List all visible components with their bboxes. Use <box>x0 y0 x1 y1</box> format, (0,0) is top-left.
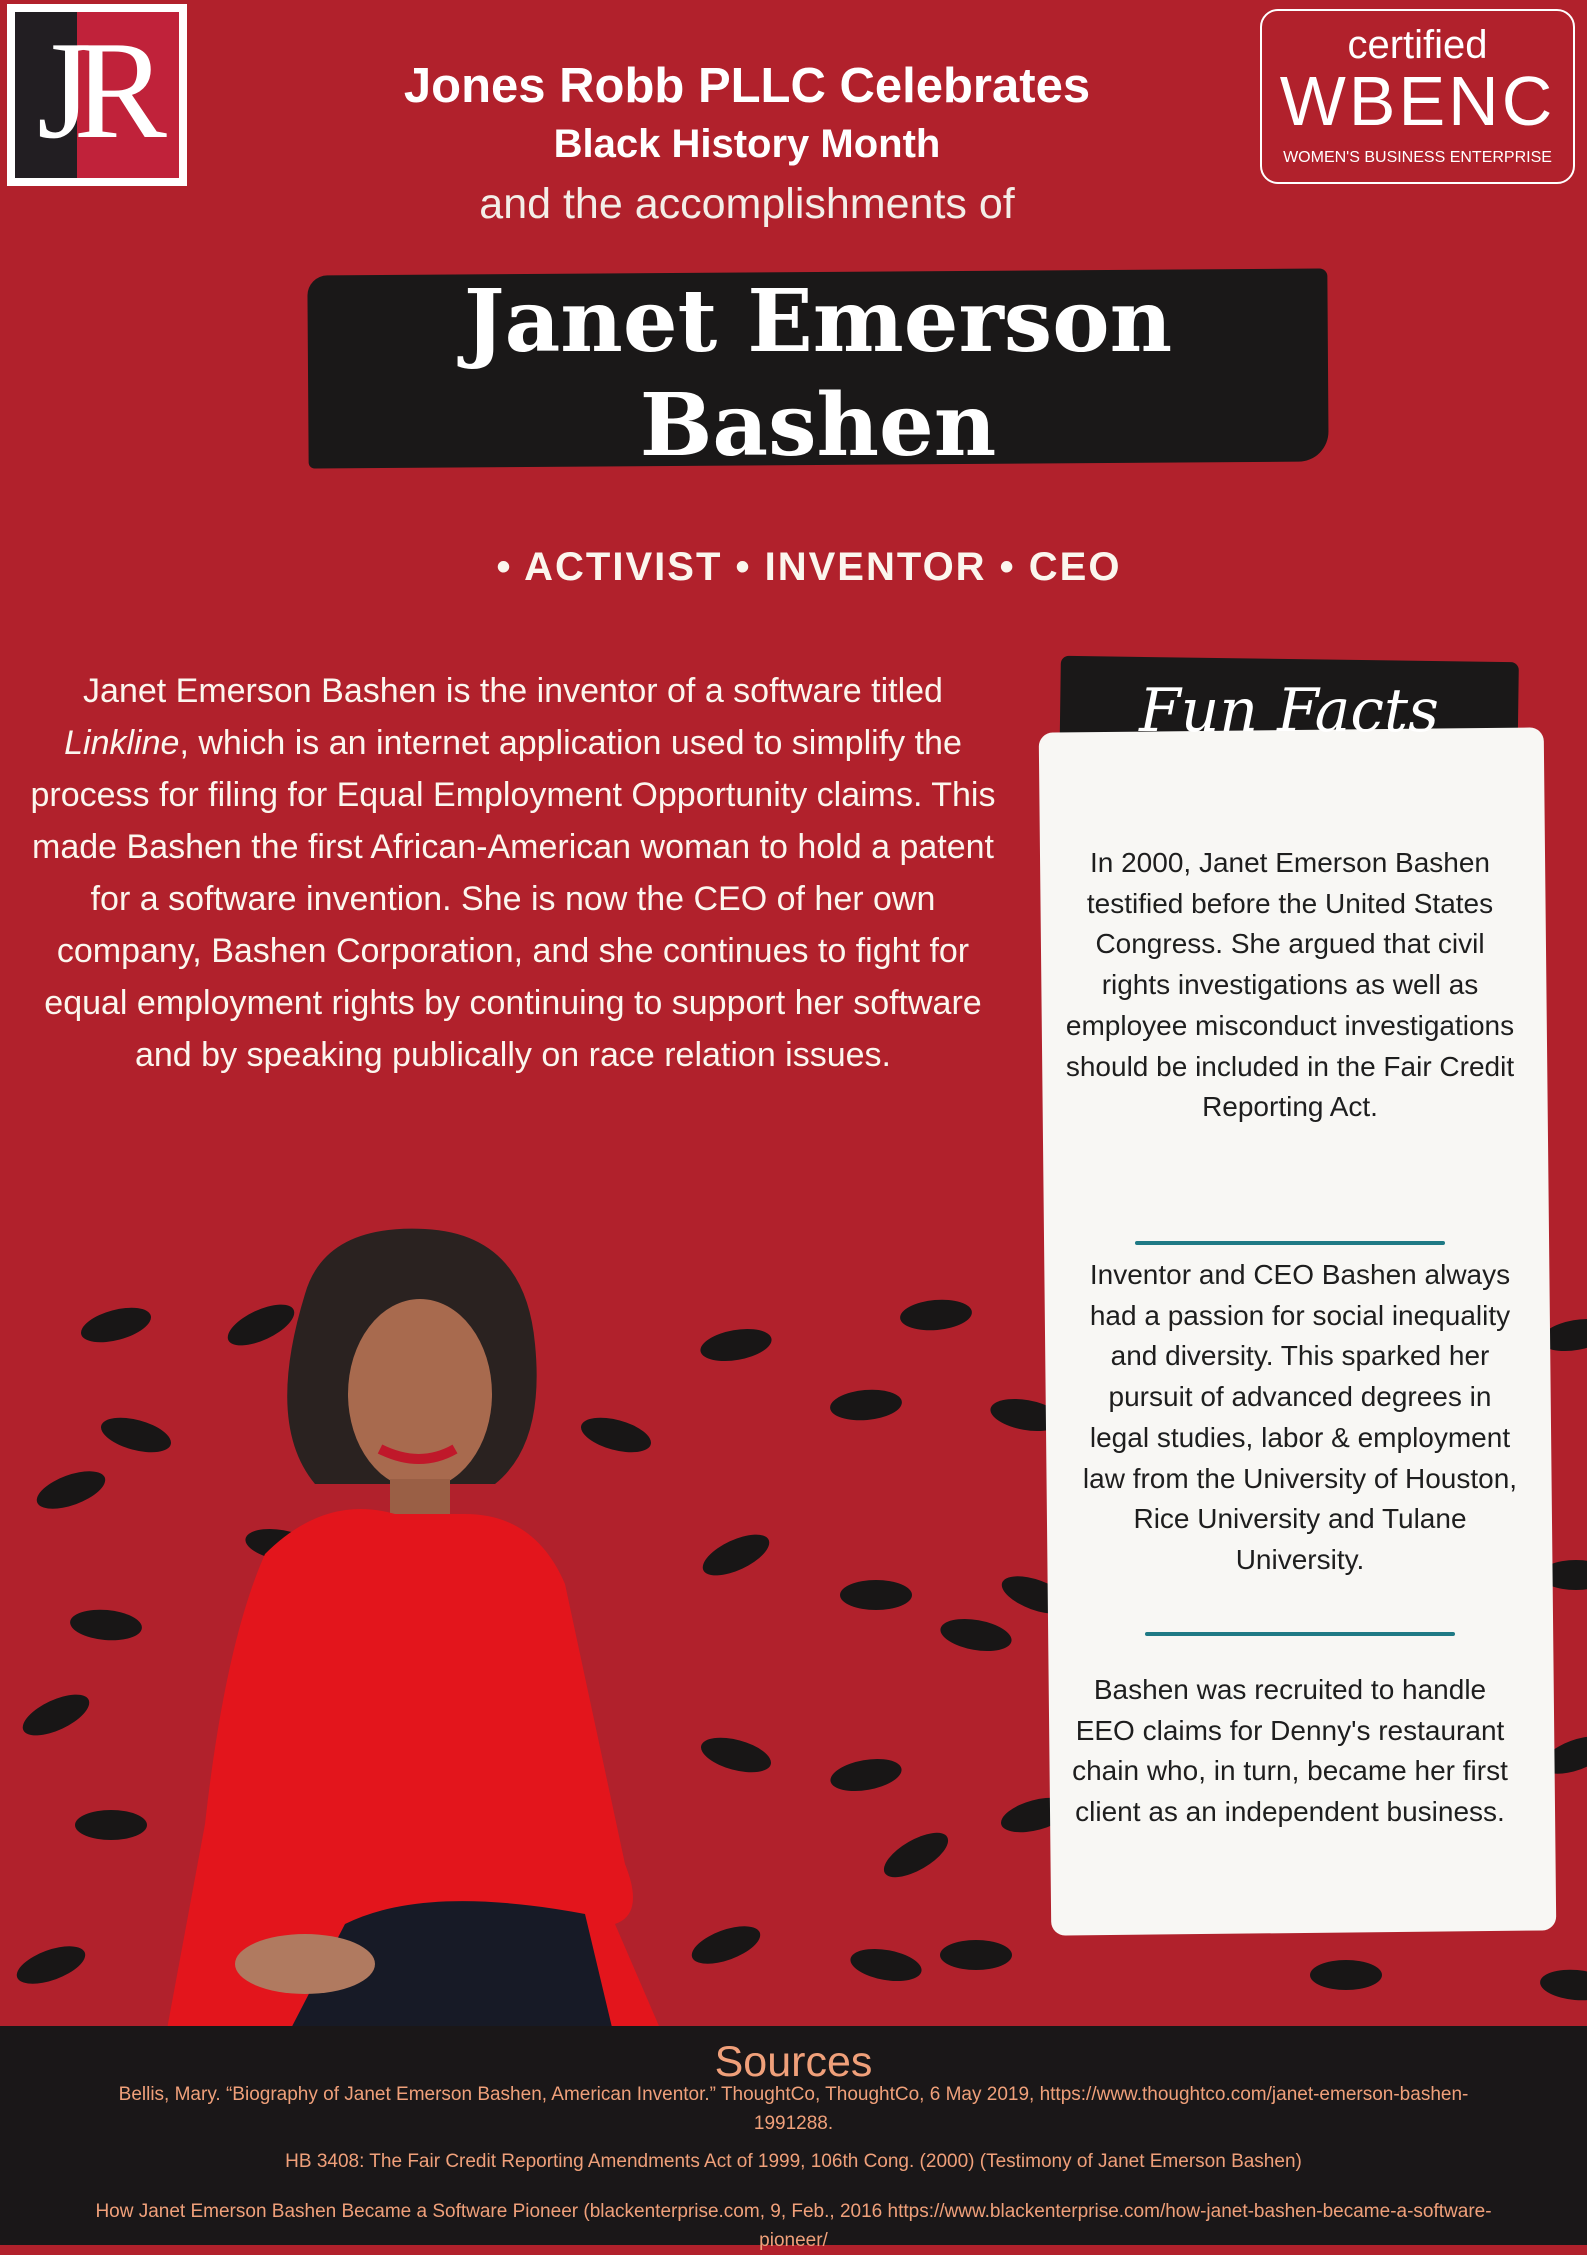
name-line-2: Bashen <box>639 375 997 476</box>
source-1: Bellis, Mary. “Biography of Janet Emerson Bashen, American Inventor.” ThoughtCo, ThoughtCo, 6 May 2019, https://www.thoughtco.com/janet-emerson-bashen-1991288. <box>118 2084 1469 2134</box>
decorative-dash <box>829 1387 903 1423</box>
decorative-dash <box>17 1686 95 1744</box>
source-3: How Janet Emerson Bashen Became a Software Pioneer (blackenterprise.com, 9, Feb., 2016 https://www.blackenterprise.com/how-janet-bashen-became-a-software-pioneer/ <box>95 2201 1492 2251</box>
decorative-dash <box>97 1411 174 1459</box>
header-line-3: and the accomplishments of <box>479 180 1015 228</box>
decorative-dash <box>69 1607 143 1643</box>
decorative-dash <box>828 1754 904 1796</box>
bio-text-rest: , which is an internet application used to simplify the process for filing for Equal Employment Opportunity claims. This made Bashen the first African-American woman to hold a patent for a software invention. She is now the CEO of her own company, Bashen Corporation, and she continues to fight for equal employment rights by continuing to support her software and by speaking publically on race relation issues. <box>30 724 996 1074</box>
decorative-dash <box>877 1824 954 1886</box>
roles-tagline: • ACTIVIST • INVENTOR • CEO <box>496 545 1122 589</box>
fun-fact-2: Inventor and CEO Bashen always had a passion for social inequality and diversity. This sparked her pursuit of advanced degrees in legal studies, labor & employment law from the University of Houston, Rice University and Tulane University. <box>1082 1259 1518 1575</box>
fun-fact-1: In 2000, Janet Emerson Bashen testified before the United States Congress. She argued that civil rights investigations as well as employee misconduct investigations should be included in the Fair Credit Reporting Act. <box>1065 847 1515 1123</box>
divider-2 <box>1145 1632 1455 1636</box>
portrait-photo <box>165 1224 737 2040</box>
sources-title: Sources <box>714 2038 873 2086</box>
name-line-1: Janet Emerson <box>463 271 1173 372</box>
decorative-dash <box>77 1301 154 1349</box>
decorative-dash <box>940 1940 1012 1970</box>
fun-facts-title: Fun Facts <box>1139 676 1439 746</box>
divider-1 <box>1135 1241 1445 1245</box>
bio-software-name: Linkline <box>64 724 180 762</box>
decorative-dash <box>938 1614 1014 1656</box>
fun-fact-3: Bashen was recruited to handle EEO claims for Denny's restaurant chain who, in turn, became her first client as an independent business. <box>1072 1674 1508 1828</box>
decorative-dash <box>848 1944 924 1986</box>
decorative-dash <box>840 1580 912 1610</box>
header-line-1: Jones Robb PLLC Celebrates <box>403 59 1091 113</box>
decorative-dash <box>899 1297 973 1333</box>
logo-text: JR <box>37 13 149 168</box>
decorative-dash <box>1539 1967 1587 2003</box>
badge-certified: certified <box>1347 23 1488 67</box>
person-name <box>308 270 1328 478</box>
decorative-dash <box>1310 1960 1382 1990</box>
header-line-2: Black History Month <box>553 122 941 166</box>
decorative-dash <box>32 1464 110 1517</box>
decorative-dash <box>75 1810 147 1840</box>
source-2: HB 3408: The Fair Credit Reporting Amendments Act of 1999, 106th Cong. (2000) (Testimony of Janet Emerson Bashen) <box>285 2151 1302 2172</box>
bio-text: Janet Emerson Bashen is the inventor of a software titled <box>83 672 943 710</box>
decorative-dash <box>12 1939 90 1992</box>
badge-subtitle: WOMEN'S BUSINESS ENTERPRISE <box>1283 149 1552 166</box>
bio-paragraph <box>30 665 996 1081</box>
badge-brand: WBENC <box>1279 62 1556 140</box>
